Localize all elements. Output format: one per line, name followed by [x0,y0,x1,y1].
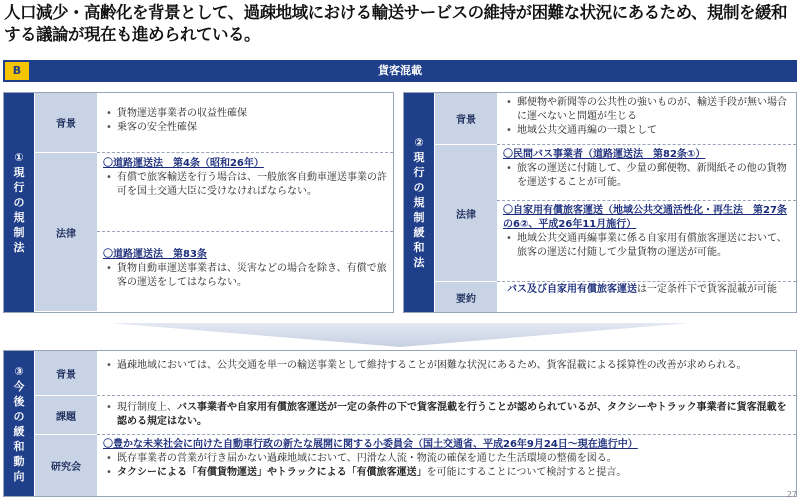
current-background-content: • 貨物運送事業者の収益性確保 • 乗客の安全性確保 [97,93,393,153]
relaxed-regulation-side-label: ② 現 行 の 規 制 緩 和 法 [404,93,434,312]
current-law2-content: 〇道路運送法 第83条 • 貨物自動車運送事業者は、災害などの場合を除き、有償で旅客の運送をしてはならない。 [97,232,393,312]
section-header-bar [3,60,797,82]
page-title: 人口減少・高齢化を背景として、過疎地域における輸送サービスの維持が困難な状況にあるため、規制を緩和する議論が現在も進められている。 [4,3,788,44]
future-study-content: 〇豊かな未来社会に向けた自動車行政の新たな展開に関する小委員会（国土交通省、平成26年9月24日～現在進行中） • 既存事業者の営業が行き届かない過疎地域において、円滑な人流・物流の確保を通じた生活環境の整備を図る。 • タクシーによる「有償貨物運送」やトラックによる「有償旅客運送」を可能にすることについて検討すると提言。 [97,435,796,496]
section-tag: B [5,62,29,80]
relaxed-law2-content: 〇自家用有償旅客運送（地域公共交通活性化・再生法 第27条の6②、平成26年11月施行） • 地域公共交通再編事業に係る自家用有償旅客運送において、旅客の運送に付随して少量貨物の運送が可能。 [497,201,796,282]
relaxed-background-content: • 郵便物や新聞等の公共性の強いものが、輸送手段が無い場合に運べないと問題が生じる • 地域公共交通再編の一環として [497,93,796,145]
future-study-label: 研究会 [35,435,97,496]
relaxed-background-label: 背景 [435,93,497,145]
future-background-content: • 過疎地域においては、公共交通を単一の輸送事業として維持することが困難な状況にあるため、貨客混載による採算性の改善が求められる。 [97,351,796,396]
page-number: 27 [786,490,797,499]
current-regulation-side-label: ① 現 行 の 規 制 法 [4,93,34,312]
down-arrow-icon [110,323,690,347]
future-issue-label: 課題 [35,396,97,435]
relaxed-regulation-panel [403,92,797,313]
current-law-label: 法律 [35,153,97,312]
current-background-label: 背景 [35,93,97,153]
current-regulation-panel [3,92,394,313]
relaxed-law-label: 法律 [435,145,497,282]
future-trends-side-label: ③ 今 後 の 緩 和 動 向 [4,351,34,496]
future-background-label: 背景 [35,351,97,396]
relaxed-summary-label: 要約 [435,282,497,312]
future-issue-content: • 現行制度上、バス事業者や自家用有償旅客運送が一定の条件の下で貨客混載を行うことが認められているが、タクシーやトラック事業者に貨客混載を認める規定はない。 [97,396,796,435]
current-law1-content: 〇道路運送法 第4条（昭和26年） • 有償で旅客輸送を行う場合は、一般旅客自動車運送事業の許可を国土交通大臣に受けなければならない。 [97,153,393,232]
relaxed-summary-content: バス及び自家用有償旅客運送は一定条件下で貨客混載が可能 [497,282,796,312]
future-trends-panel [3,350,797,497]
relaxed-law1-content: 〇民間バス事業者（道路運送法 第82条①） • 旅客の運送に付随して、少量の郵便物、新聞紙その他の貨物を運送することが可能。 [497,145,796,201]
section-label: 貨客混載 [378,64,422,77]
